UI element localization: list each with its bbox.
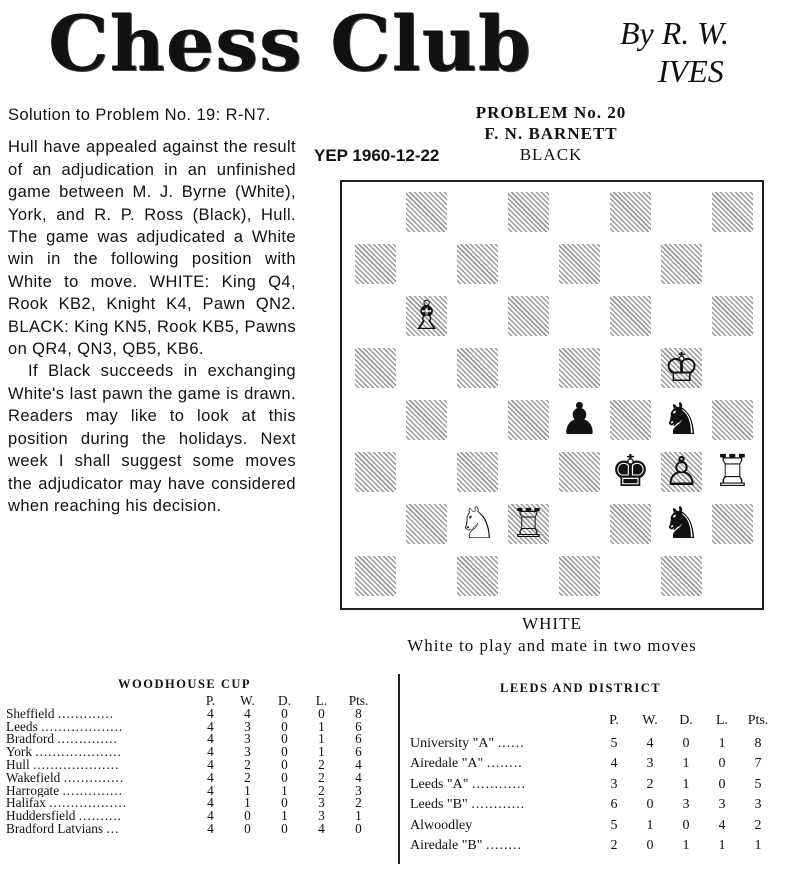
points-cell: 6 <box>355 731 362 747</box>
square-e6 <box>554 290 605 342</box>
drawn-cell: 0 <box>281 795 288 811</box>
team-cell <box>6 823 192 836</box>
white-rook-icon: ♖ <box>712 446 753 497</box>
points-cell: 3 <box>355 782 362 798</box>
square-e2 <box>554 498 605 550</box>
black-knight-icon: ♞ <box>661 394 702 445</box>
lost-cell: 3 <box>318 808 325 824</box>
leader-dots: ............. <box>57 707 115 721</box>
points-cell: 1 <box>355 808 362 824</box>
square-h2 <box>712 504 753 544</box>
lost-cell: 2 <box>318 782 325 798</box>
won-cell: 2 <box>646 776 654 792</box>
drawn-cell: 0 <box>281 756 288 772</box>
lost-cell: 1 <box>718 838 726 854</box>
points-cell: 1 <box>754 838 762 854</box>
square-h6 <box>712 296 753 336</box>
team-cell <box>410 775 596 795</box>
leader-dots: .............. <box>57 733 118 747</box>
square-a3 <box>355 452 396 492</box>
leader-dots: ...... <box>497 736 525 751</box>
drawn-cell: 0 <box>281 718 288 734</box>
square-d7 <box>503 238 554 290</box>
played-cell: 4 <box>207 731 214 747</box>
table-row <box>410 734 776 754</box>
team-cell <box>410 836 596 856</box>
points-cell: 4 <box>355 756 362 772</box>
byline <box>620 14 729 90</box>
drawn-cell: 1 <box>682 756 690 772</box>
chessboard <box>350 186 758 602</box>
played-cell: 4 <box>207 769 214 785</box>
lost-cell: 0 <box>318 705 325 721</box>
square-c5 <box>457 348 498 388</box>
lost-cell: 2 <box>318 769 325 785</box>
won-cell: 0 <box>646 797 654 813</box>
lost-cell: 3 <box>318 795 325 811</box>
article-column <box>8 104 296 517</box>
won-cell: 4 <box>244 705 251 721</box>
played-cell: 4 <box>207 718 214 734</box>
drawn-cell: 0 <box>281 744 288 760</box>
drawn-cell: 1 <box>682 776 690 792</box>
square-h5 <box>707 342 758 394</box>
leader-dots: ................... <box>41 720 124 734</box>
won-cell: 2 <box>244 756 251 772</box>
square-b3 <box>401 446 452 498</box>
square-d1 <box>503 550 554 602</box>
black-pawn-icon: ♟ <box>559 394 600 445</box>
drawn-cell: 0 <box>682 736 690 751</box>
played-cell: 5 <box>610 736 618 751</box>
team-name: Airedale "B" <box>410 838 483 854</box>
square-d2 <box>508 501 549 547</box>
played-cell: 2 <box>610 838 618 854</box>
square-c4 <box>452 394 503 446</box>
square-a8 <box>350 186 401 238</box>
drawn-cell: 0 <box>281 731 288 747</box>
square-h4 <box>712 400 753 440</box>
team-cell <box>6 759 192 772</box>
team-name: Alwoodley <box>410 817 473 833</box>
square-g1 <box>661 556 702 596</box>
team-name: Halifax <box>6 797 46 811</box>
header-drawn: D. <box>679 712 693 728</box>
problem-header <box>440 102 662 165</box>
white-rook-icon: ♖ <box>510 501 547 547</box>
points-cell: 2 <box>754 817 762 833</box>
played-cell: 4 <box>207 795 214 811</box>
square-a2 <box>350 498 401 550</box>
byline-line-1: By R. W. <box>620 15 730 51</box>
table-header-row <box>410 708 776 734</box>
played-cell: 4 <box>207 744 214 760</box>
lost-cell: 3 <box>718 797 726 813</box>
team-name: Sheffield <box>6 707 55 721</box>
square-a1 <box>355 556 396 596</box>
played-cell: 4 <box>207 820 214 836</box>
played-cell: 6 <box>610 797 618 813</box>
woodhouse-cup-title: WOODHOUSE CUP <box>118 677 252 691</box>
table-row <box>410 754 776 774</box>
points-cell: 0 <box>355 820 362 836</box>
team-name: Wakefield <box>6 771 61 785</box>
team-name: York <box>6 746 32 759</box>
square-b6 <box>406 293 447 339</box>
points-cell: 6 <box>355 744 362 760</box>
team-cell <box>6 785 192 798</box>
header-points: Pts. <box>348 693 369 708</box>
square-c2 <box>452 498 503 550</box>
square-f8 <box>610 192 651 232</box>
drawn-cell: 0 <box>682 817 690 833</box>
played-cell: 4 <box>610 756 618 772</box>
points-cell: 8 <box>355 705 362 721</box>
square-f7 <box>605 238 656 290</box>
leeds-district-table <box>410 708 776 856</box>
played-cell: 4 <box>207 782 214 798</box>
drawn-cell: 0 <box>281 769 288 785</box>
team-cell <box>410 816 596 836</box>
square-e5 <box>559 348 600 388</box>
square-f6 <box>610 296 651 336</box>
white-side-label: WHITE <box>522 614 582 633</box>
header-lost: L. <box>315 693 328 708</box>
won-cell: 0 <box>646 838 654 854</box>
lost-cell: 1 <box>318 731 325 747</box>
problem-caption: White to play and mate in two moves <box>407 636 697 655</box>
square-b5 <box>401 342 452 394</box>
square-g2 <box>656 498 707 550</box>
leader-dots: .................. <box>49 797 128 811</box>
leader-dots: .................... <box>35 746 122 759</box>
team-cell <box>6 797 192 810</box>
team-cell <box>6 772 192 785</box>
team-cell <box>6 733 192 746</box>
header-won: W. <box>240 693 255 708</box>
woodhouse-cup-table <box>6 695 377 836</box>
square-c6 <box>452 290 503 342</box>
won-cell: 0 <box>244 820 251 836</box>
points-cell: 5 <box>754 776 762 792</box>
played-cell: 4 <box>207 705 214 721</box>
table-row <box>410 836 776 856</box>
square-g6 <box>656 290 707 342</box>
won-cell: 3 <box>244 718 251 734</box>
won-cell: 0 <box>244 808 251 824</box>
team-name: Harrogate <box>6 784 60 798</box>
lost-cell: 1 <box>718 736 726 751</box>
square-a7 <box>355 244 396 284</box>
team-name: University "A" <box>410 736 495 751</box>
team-cell <box>6 721 192 734</box>
square-h8 <box>712 192 753 232</box>
header-won: W. <box>642 712 658 728</box>
header-played: P. <box>205 693 216 708</box>
problem-number: PROBLEM No. 20 <box>475 103 627 122</box>
points-cell: 6 <box>355 718 362 734</box>
team-name: Bradford <box>6 733 54 747</box>
square-g5 <box>661 345 702 391</box>
square-f3 <box>605 446 656 498</box>
square-e7 <box>559 244 600 284</box>
won-cell: 2 <box>244 769 251 785</box>
table-row <box>410 775 776 795</box>
table-row <box>410 816 776 836</box>
square-a6 <box>350 290 401 342</box>
square-d5 <box>503 342 554 394</box>
masthead-title: Chess Club <box>48 0 532 88</box>
points-cell: 3 <box>754 797 762 813</box>
article-closing: If Black succeeds in exchanging White's last pawn the game is drawn. Readers may like to look at this position during the holidays. Next week I shall suggest some moves the adjudicator may have considered when reaching his decision. <box>8 362 296 515</box>
header-lost: L. <box>715 712 729 728</box>
won-cell: 3 <box>244 744 251 760</box>
played-cell: 4 <box>207 808 214 824</box>
black-knight-icon: ♞ <box>661 498 702 549</box>
lost-cell: 1 <box>318 718 325 734</box>
lost-cell: 0 <box>718 756 726 772</box>
team-cell <box>6 708 192 721</box>
square-f4 <box>610 400 651 440</box>
won-cell: 3 <box>646 756 654 772</box>
square-g7 <box>661 244 702 284</box>
byline-line-2: IVES <box>658 53 724 89</box>
won-cell: 1 <box>646 817 654 833</box>
header-points: Pts. <box>747 712 769 728</box>
played-cell: 3 <box>610 776 618 792</box>
square-b1 <box>401 550 452 602</box>
square-d4 <box>508 400 549 440</box>
played-cell: 4 <box>207 756 214 772</box>
white-king-icon: ♔ <box>663 345 700 391</box>
points-cell: 7 <box>754 756 762 772</box>
square-c1 <box>457 556 498 596</box>
header-played: P. <box>609 712 619 728</box>
square-d8 <box>508 192 549 232</box>
lost-cell: 4 <box>718 817 726 833</box>
won-cell: 4 <box>646 736 654 751</box>
lost-cell: 4 <box>318 820 325 836</box>
solution-text: Solution to Problem No. 19: R-N7. <box>8 106 271 124</box>
leader-dots: ............ <box>471 776 526 792</box>
team-cell <box>410 734 596 754</box>
square-e8 <box>554 186 605 238</box>
white-knight-icon: ♘ <box>457 498 498 549</box>
leader-dots: .................... <box>32 758 120 772</box>
leader-dots: .............. <box>63 771 125 785</box>
square-f2 <box>610 504 651 544</box>
square-h1 <box>707 550 758 602</box>
team-cell <box>410 795 596 815</box>
team-name: Bradford Latvians <box>6 822 104 836</box>
table-row <box>6 823 377 836</box>
won-cell: 1 <box>244 795 251 811</box>
white-pawn-icon: ♙ <box>663 449 700 495</box>
table-row <box>410 795 776 815</box>
drawn-cell: 1 <box>281 808 288 824</box>
leader-dots: ........ <box>486 756 523 772</box>
square-e4 <box>554 394 605 446</box>
square-h3 <box>707 446 758 498</box>
square-e1 <box>559 556 600 596</box>
drawn-cell: 3 <box>682 797 690 813</box>
square-f1 <box>605 550 656 602</box>
points-cell: 8 <box>754 736 762 751</box>
played-cell: 5 <box>610 817 618 833</box>
team-name: Airedale "A" <box>410 756 484 772</box>
team-cell <box>6 810 192 823</box>
square-b8 <box>406 192 447 232</box>
drawn-cell: 1 <box>281 782 288 798</box>
square-b7 <box>401 238 452 290</box>
leader-dots: ... <box>106 822 120 836</box>
won-cell: 3 <box>244 731 251 747</box>
points-cell: 4 <box>355 769 362 785</box>
square-a5 <box>355 348 396 388</box>
problem-composer: F. N. BARNETT <box>484 124 618 143</box>
team-cell <box>6 746 192 759</box>
square-d6 <box>508 296 549 336</box>
drawn-cell: 1 <box>682 838 690 854</box>
date-stamp: YEP 1960-12-22 <box>314 146 440 165</box>
team-name: Huddersfield <box>6 810 76 823</box>
team-name: Leeds "A" <box>410 776 469 792</box>
article-body: Hull have appealed against the result of an adjudication in an unfinished game between M. J. Byrne (White), York, and R. P. Ross (Black), Hull. The game was adjudicated a White win in the following position with White to move. WHITE: King Q4, Rook KB2, Knight K4, Pawn QN2. BLACK: King KN5, Rook KB5, Pawns on QR4, QN3, QB5, KB6. <box>8 138 296 359</box>
won-cell: 1 <box>244 782 251 798</box>
leeds-district-title: LEEDS AND DISTRICT <box>500 681 662 695</box>
square-d3 <box>503 446 554 498</box>
team-name: Leeds <box>6 720 38 734</box>
square-f5 <box>605 342 656 394</box>
square-c3 <box>457 452 498 492</box>
team-cell <box>410 754 596 774</box>
square-c7 <box>457 244 498 284</box>
drawn-cell: 0 <box>281 820 288 836</box>
black-side-label: BLACK <box>519 145 583 164</box>
leader-dots: ........ <box>485 838 522 854</box>
square-e3 <box>559 452 600 492</box>
points-cell: 2 <box>355 795 362 811</box>
square-g4 <box>656 394 707 446</box>
lost-cell: 0 <box>718 776 726 792</box>
lost-cell: 1 <box>318 744 325 760</box>
header-drawn: D. <box>278 693 291 708</box>
team-name: Leeds "B" <box>410 797 468 813</box>
lost-cell: 2 <box>318 756 325 772</box>
leader-dots: .............. <box>62 784 124 798</box>
leader-dots: ............ <box>471 797 526 813</box>
square-g8 <box>656 186 707 238</box>
column-divider <box>398 674 400 864</box>
square-b2 <box>406 504 447 544</box>
square-g3 <box>661 449 702 495</box>
leader-dots: .......... <box>78 810 122 823</box>
square-a4 <box>350 394 401 446</box>
square-b4 <box>406 400 447 440</box>
square-c8 <box>452 186 503 238</box>
black-king-icon: ♚ <box>610 446 651 497</box>
team-name: Hull <box>6 758 30 772</box>
square-h7 <box>707 238 758 290</box>
drawn-cell: 0 <box>281 705 288 721</box>
white-bishop-icon: ♗ <box>408 293 445 339</box>
